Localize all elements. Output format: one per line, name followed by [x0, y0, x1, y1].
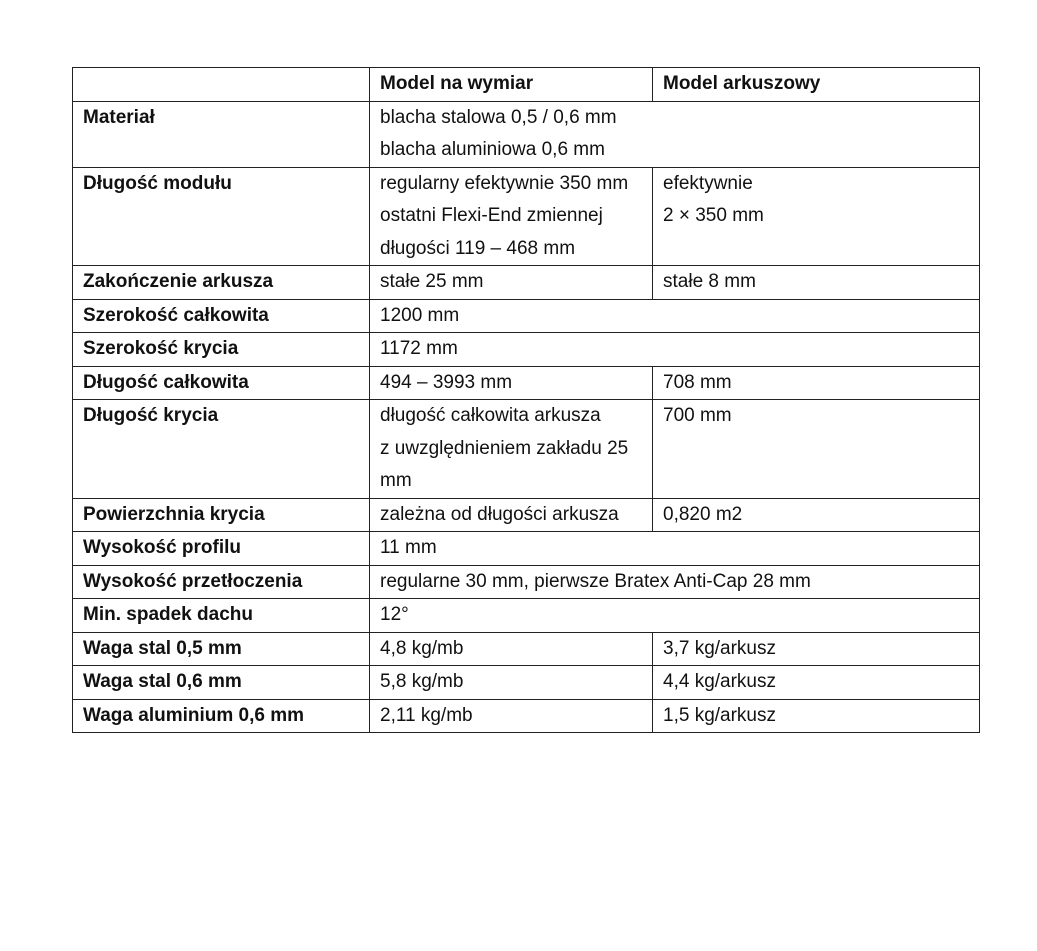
cell-line: 5,8 kg/mb	[380, 671, 464, 692]
row-label: Długość całkowita	[73, 366, 370, 400]
row-label: Waga stal 0,6 mm	[73, 666, 370, 700]
row-label: Min. spadek dachu	[73, 599, 370, 633]
row-label: Szerokość krycia	[73, 333, 370, 367]
merged-value-cell	[370, 599, 980, 633]
cell-line: długość całkowita arkusza	[380, 405, 601, 426]
row-label: Waga stal 0,5 mm	[73, 632, 370, 666]
table-row	[73, 699, 980, 733]
cell-line: regularne 30 mm, pierwsze Bratex Anti-Cap 28 mm	[380, 570, 811, 592]
cell-line: blacha stalowa 0,5 / 0,6 mm	[380, 106, 617, 128]
row-label: Waga aluminium 0,6 mm	[73, 699, 370, 733]
cell-line: 2,11 kg/mb	[380, 704, 473, 726]
table-header-row	[73, 68, 980, 102]
row-label: Długość krycia	[73, 400, 370, 499]
table-row	[73, 299, 980, 333]
cell-line: 708 mm	[663, 371, 732, 393]
row-label: Powierzchnia krycia	[73, 498, 370, 532]
header-model-arkuszowy: Model arkuszowy	[653, 68, 980, 102]
row-label: Materiał	[73, 101, 370, 167]
cell-line: 1,5 kg/arkusz	[663, 704, 776, 726]
cell-line: stałe 8 mm	[663, 271, 756, 292]
model-na-wymiar-cell	[370, 666, 653, 700]
model-arkuszowy-cell	[653, 167, 980, 266]
model-arkuszowy-cell	[653, 699, 980, 733]
cell-line: regularny efektywnie 350 mm	[380, 172, 629, 194]
table-row	[73, 400, 980, 499]
row-label: Zakończenie arkusza	[73, 266, 370, 300]
merged-value-cell	[370, 299, 980, 333]
model-na-wymiar-cell	[370, 167, 653, 266]
specification-table	[72, 67, 980, 733]
merged-value-cell	[370, 333, 980, 367]
cell-line: 700 mm	[663, 405, 732, 426]
model-na-wymiar-cell	[370, 400, 653, 499]
cell-line: 12°	[380, 604, 409, 625]
table-row	[73, 532, 980, 566]
row-label: Wysokość przetłoczenia	[73, 565, 370, 599]
row-label: Długość modułu	[73, 167, 370, 266]
model-arkuszowy-cell	[653, 266, 980, 300]
merged-value-cell	[370, 532, 980, 566]
row-label: Wysokość profilu	[73, 532, 370, 566]
model-arkuszowy-cell	[653, 666, 980, 700]
cell-line: 3,7 kg/arkusz	[663, 637, 776, 659]
table-row	[73, 666, 980, 700]
table-row	[73, 167, 980, 266]
model-na-wymiar-cell	[370, 632, 653, 666]
cell-line: 2 × 350 mm	[663, 205, 764, 226]
table-row	[73, 266, 980, 300]
cell-line: 4,8 kg/mb	[380, 637, 464, 659]
table-body	[73, 101, 980, 733]
table-row	[73, 101, 980, 167]
cell-line: zależna od długości arkusza	[380, 503, 619, 525]
header-corner-cell	[73, 68, 370, 102]
table-row	[73, 333, 980, 367]
merged-value-cell	[370, 565, 980, 599]
cell-line: 1200 mm	[380, 304, 460, 326]
model-na-wymiar-cell	[370, 699, 653, 733]
model-na-wymiar-cell	[370, 266, 653, 300]
model-arkuszowy-cell	[653, 400, 980, 499]
cell-line: 11 mm	[380, 537, 437, 558]
cell-line: z uwzględnieniem zakładu 25 mm	[380, 437, 629, 491]
model-na-wymiar-cell	[370, 366, 653, 400]
table-row	[73, 632, 980, 666]
merged-value-cell	[370, 101, 980, 167]
cell-line: 1172 mm	[380, 338, 458, 359]
model-na-wymiar-cell	[370, 498, 653, 532]
header-model-na-wymiar: Model na wymiar	[370, 68, 653, 102]
model-arkuszowy-cell	[653, 632, 980, 666]
model-arkuszowy-cell	[653, 498, 980, 532]
model-arkuszowy-cell	[653, 366, 980, 400]
table-row	[73, 599, 980, 633]
table-row	[73, 565, 980, 599]
cell-line: 494 – 3993 mm	[380, 371, 513, 393]
table-row	[73, 498, 980, 532]
cell-line: ostatni Flexi-End zmiennej długości 119 – 468 mm	[380, 205, 603, 259]
cell-line: 4,4 kg/arkusz	[663, 671, 776, 692]
table-row	[73, 366, 980, 400]
cell-line: stałe 25 mm	[380, 271, 484, 292]
row-label: Szerokość całkowita	[73, 299, 370, 333]
cell-line: blacha aluminiowa 0,6 mm	[380, 139, 605, 160]
cell-line: 0,820 m2	[663, 503, 743, 525]
cell-line: efektywnie	[663, 172, 753, 194]
